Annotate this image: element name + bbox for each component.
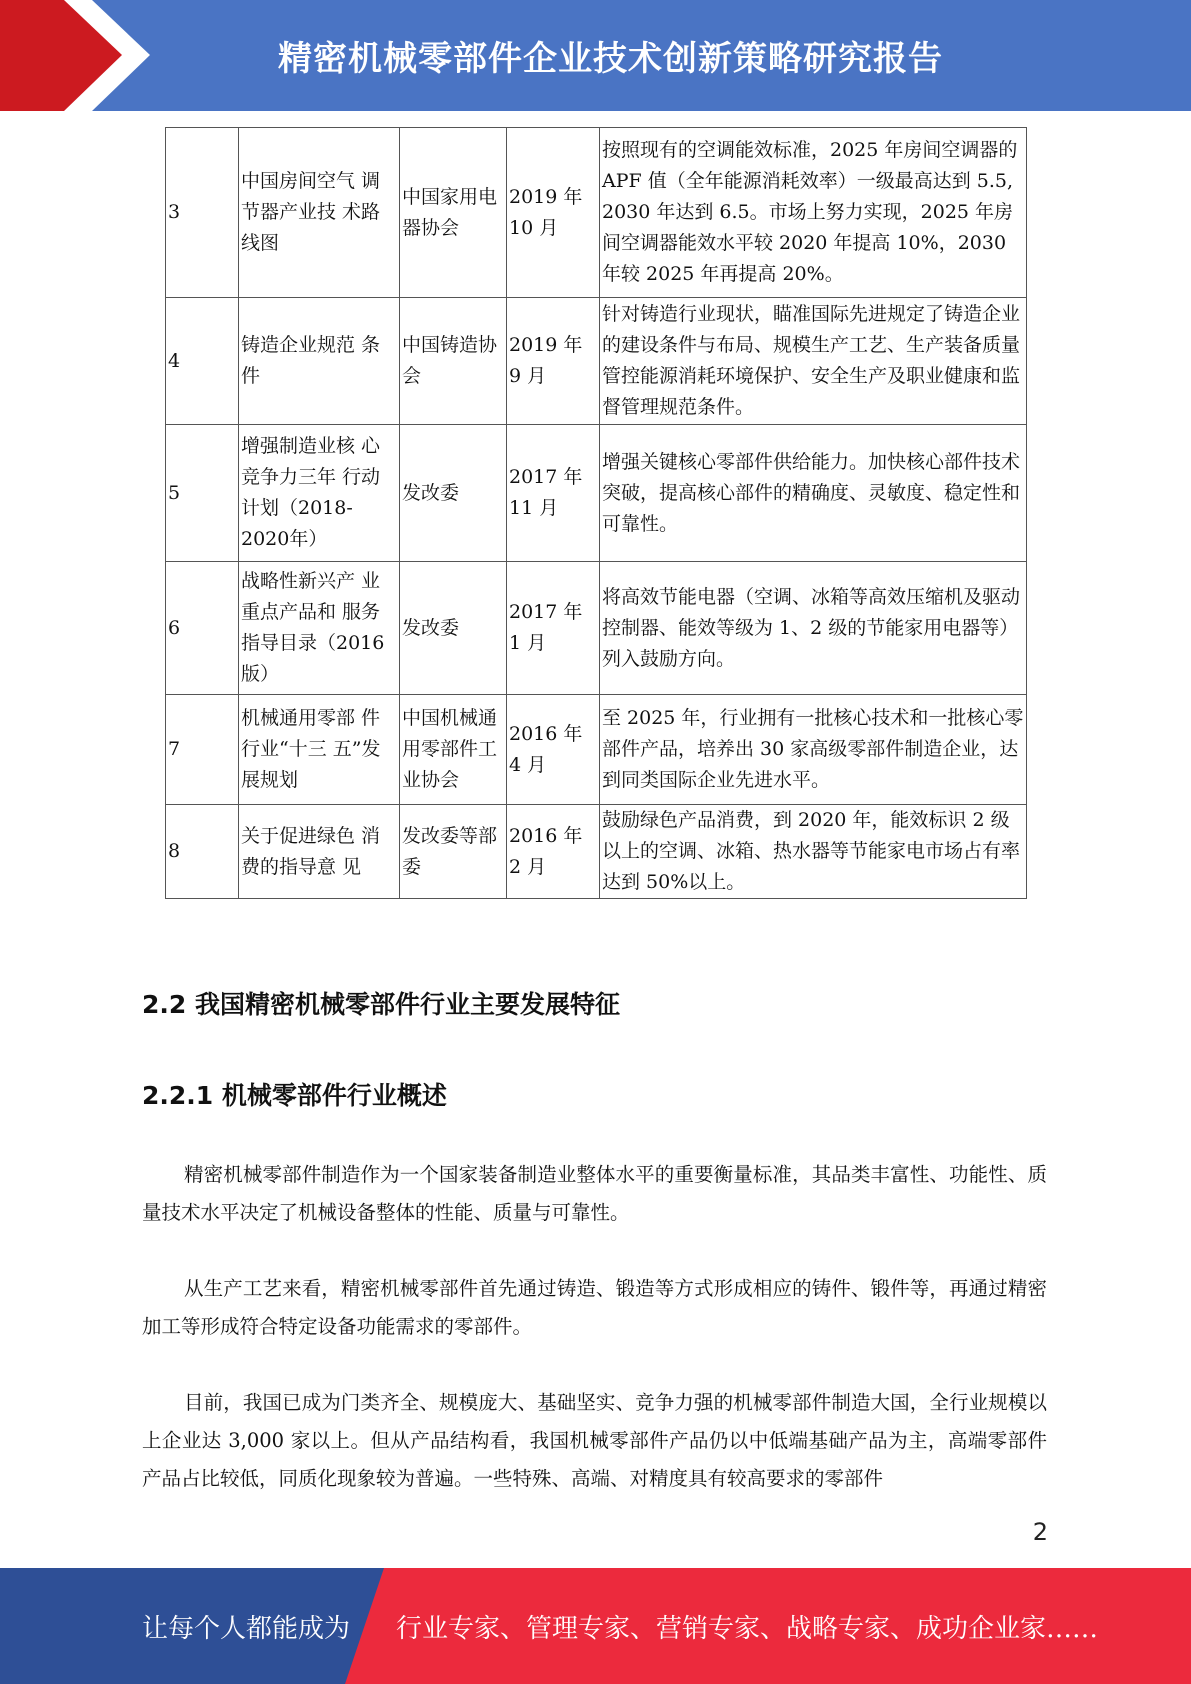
issue-date: 2019 年 10 月 (507, 128, 600, 298)
row-number: 6 (166, 562, 239, 695)
issuing-org: 发改委 (400, 425, 507, 562)
issuing-org: 发改委等部委 (400, 805, 507, 899)
table-row (166, 128, 1027, 298)
issuing-org: 中国家用电器协会 (400, 128, 507, 298)
policy-description: 将高效节能电器（空调、冰箱等高效压缩机及驱动控制器、能效等级为 1、2 级的节能家用电器等）列入鼓励方向。 (600, 562, 1027, 695)
issue-date: 2017 年 11 月 (507, 425, 600, 562)
table-row (166, 425, 1027, 562)
header-title: 精密机械零部件企业技术创新策略研究报告 (278, 39, 943, 79)
footer-slogan-left: 让每个人都能成为 (142, 1613, 351, 1644)
policy-description: 鼓励绿色产品消费，到 2020 年，能效标识 2 级以上的空调、冰箱、热水器等节能家电市场占有率达到 50%以上。 (600, 805, 1027, 899)
page-header (0, 0, 1191, 111)
policy-name: 中国房间空气 调节器产业技 术路线图 (239, 128, 400, 298)
footer-slogan-right: 行业专家、管理专家、营销专家、战略专家、成功企业家…… (396, 1613, 1099, 1644)
issuing-org: 发改委 (400, 562, 507, 695)
table-row (166, 298, 1027, 425)
page-number: 2 (1032, 1518, 1048, 1546)
row-number: 4 (166, 298, 239, 425)
policy-table (165, 127, 1027, 899)
row-number: 5 (166, 425, 239, 562)
issuing-org: 中国铸造协会 (400, 298, 507, 425)
page-footer (0, 1568, 1191, 1684)
policy-name: 机械通用零部 件行业“十三 五”发展规划 (239, 695, 400, 805)
policy-description: 针对铸造行业现状，瞄准国际先进规定了铸造企业的建设条件与布局、规模生产工艺、生产装备质量管控能源消耗环境保护、安全生产及职业健康和监督管理规范条件。 (600, 298, 1027, 425)
body-paragraph: 精密机械零部件制造作为一个国家装备制造业整体水平的重要衡量标准，其品类丰富性、功能性、质量技术水平决定了机械设备整体的性能、质量与可靠性。 (142, 1163, 1047, 1224)
issuing-org: 中国机械通用零部件工业协会 (400, 695, 507, 805)
policy-name: 增强制造业核 心竞争力三年 行动计划（2018-2020年） (239, 425, 400, 562)
policy-name: 关于促进绿色 消费的指导意 见 (239, 805, 400, 899)
policy-description: 至 2025 年，行业拥有一批核心技术和一批核心零部件产品，培养出 30 家高级零部件制造企业，达到同类国际企业先进水平。 (600, 695, 1027, 805)
policy-description: 增强关键核心零部件供给能力。加快核心部件技术突破，提高核心部件的精确度、灵敏度、稳定性和可靠性。 (600, 425, 1027, 562)
table-row (166, 805, 1027, 899)
issue-date: 2016 年 4 月 (507, 695, 600, 805)
body-paragraph: 从生产工艺来看，精密机械零部件首先通过铸造、锻造等方式形成相应的铸件、锻件等，再通过精密加工等形成符合特定设备功能需求的零部件。 (142, 1277, 1047, 1338)
row-number: 8 (166, 805, 239, 899)
body-paragraph: 目前，我国已成为门类齐全、规模庞大、基础坚实、竞争力强的机械零部件制造大国，全行业规模以上企业达 3,000 家以上。但从产品结构看，我国机械零部件产品仍以中低端基础产品为主，高端零部件产品占比较低，同质化现象较为普遍。一些特殊、高端、对精度具有较高要求的零部件 (142, 1391, 1047, 1490)
issue-date: 2019 年 9 月 (507, 298, 600, 425)
table-row (166, 562, 1027, 695)
issue-date: 2016 年 2 月 (507, 805, 600, 899)
policy-description: 按照现有的空调能效标准，2025 年房间空调器的 APF 值（全年能源消耗效率）一级最高达到 5.5, 2030 年达到 6.5。市场上努力实现，2025 年房间空调器能效水平较 2020 年提高 10%，2030 年较 2025 年再提高 20%。 (600, 128, 1027, 298)
table-row (166, 695, 1027, 805)
policy-name: 战略性新兴产 业重点产品和 服务指导目录（2016 版） (239, 562, 400, 695)
section-heading: 2.2 我国精密机械零部件行业主要发展特征 (142, 990, 620, 1019)
header-red-chevron (0, 0, 150, 111)
issue-date: 2017 年 1 月 (507, 562, 600, 695)
subsection-heading: 2.2.1 机械零部件行业概述 (142, 1081, 447, 1110)
row-number: 7 (166, 695, 239, 805)
row-number: 3 (166, 128, 239, 298)
policy-name: 铸造企业规范 条件 (239, 298, 400, 425)
